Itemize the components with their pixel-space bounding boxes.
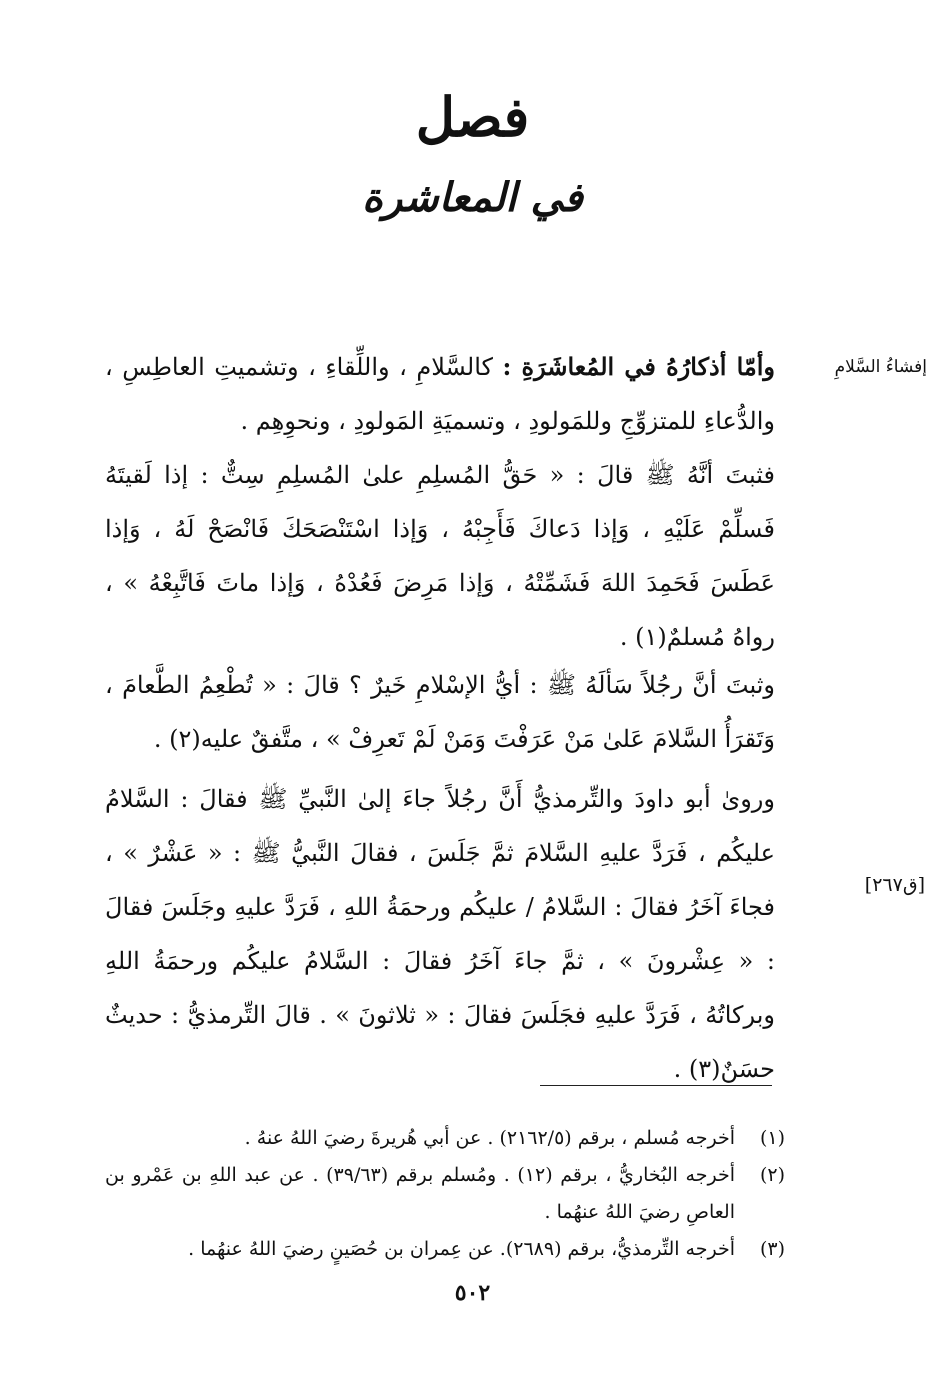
paragraph-intro — [105, 340, 775, 448]
paragraph-hadith-rights-text: فثبتَ أنَّهُ ﷺ قالَ : « حَقُّ المُسلِمِ علىٰ المُسلِمِ سِتٌّ : إذا لَقيتَهُ فَسلِّمْ عَلَيْهِ ، وَإذا دَعاكَ فَأَجِبْهُ ، وَإذا اسْتَنْصَحَكَ فَانْصَحْ لَهُ ، وَإذا عَطَسَ فَحَمِدَ اللهَ فَشَمِّتْهُ ، وَإذا مَرِضَ فَعُدْهُ ، وَإذا ماتَ فَاتَّبِعْهُ » ، رواهُ مُسلمٌ(١) . — [105, 461, 775, 651]
paragraph-intro-text — [105, 340, 775, 448]
footnote-number: (٣) — [759, 1238, 785, 1260]
paragraph-hadith-greeting-rewards — [105, 772, 775, 1096]
margin-topic-note: إفشاءُ السَّلامِ — [834, 357, 927, 377]
footnote-item — [105, 1120, 785, 1157]
footnote-text: أخرجه البُخاريُّ ، برقم (١٢) . ومُسلم برقم (٣٩/٦٣) . عن عبد اللهِ بن عَمْرو بن العاصِ رضيَ اللهُ عنهُما . — [105, 1164, 735, 1223]
paragraph-intro-body: كالسَّلامِ ، واللِّقاءِ ، وتشميتِ العاطِسِ ، والدُّعاءِ للمتزوِّجِ وللمَولودِ ، وتسميَةِ المَولودِ ، ونحوِهِم . — [105, 353, 775, 435]
footnote-item — [105, 1231, 785, 1268]
footnote-text: أخرجه مُسلم ، برقم (٢١٦٢/٥) . عن أبي هُريرةَ رضيَ اللهُ عنهُ . — [244, 1127, 735, 1149]
margin-folio-marker: [ق٢٦٧] — [864, 874, 925, 896]
paragraph-hadith-best-islam-text: وثبتَ أنَّ رجُلاً سَألَهُ ﷺ : أيُّ الإسْلامِ خَيرٌ ؟ قالَ : « تُطْعِمُ الطَّعامَ ، وَتَقرَأُ السَّلامَ عَلىٰ مَنْ عَرَفْتَ وَمَنْ لَمْ تَعرِفْ » ، متَّفقٌ عليه(٢) . — [105, 671, 775, 753]
chapter-subheading: في المعاشرة — [362, 174, 583, 221]
footnote-number: (٢) — [759, 1164, 785, 1186]
paragraph-hadith-greeting-rewards-text: وروىٰ أبو داودَ والتِّرمذيُّ أَنَّ رجُلاً جاءَ إلىٰ النَّبيِّ ﷺ فقالَ : السَّلامُ عليكُم ، فَرَدَّ عليهِ السَّلامَ ثمَّ جَلَسَ ، فقالَ النَّبيُّ ﷺ : « عَشْرٌ » ، فجاءَ آخَرُ فقالَ : السَّلامُ / عليكُم ورحمَةُ اللهِ ، فَرَدَّ عليهِ وجَلَسَ فقالَ : « عِشْرونَ » ، ثمَّ جاءَ آخَرُ فقالَ : السَّلامُ عليكُم ورحمَةُ اللهِ وبركاتُهُ ، فَرَدَّ عليهِ فجَلَسَ فقالَ : « ثلاثونَ » . قالَ التِّرمذيُّ : حديثٌ حسَنٌ(٣) . — [105, 785, 775, 1083]
footnote-text: أخرجه التِّرمذيُّ، برقم (٢٦٨٩). عن عِمران بن حُصَينٍ رضيَ اللهُ عنهُما . — [188, 1238, 735, 1260]
footnotes-section — [105, 1120, 785, 1268]
footnote-divider — [540, 1085, 772, 1086]
paragraph-hadith-best-islam — [105, 658, 775, 766]
footnote-item — [105, 1157, 785, 1231]
footnote-number: (١) — [759, 1127, 785, 1149]
page-number: ٥٠٢ — [454, 1280, 491, 1306]
chapter-heading: فصل — [415, 85, 530, 149]
paragraph-intro-lead: وأمّا أذكارُهُ في المُعاشَرَةِ : — [502, 352, 776, 381]
paragraph-hadith-rights — [105, 448, 775, 664]
